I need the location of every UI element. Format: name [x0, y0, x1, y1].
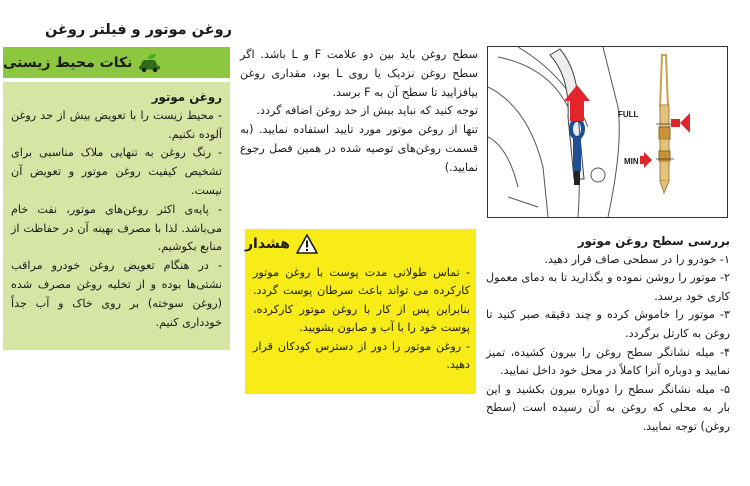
oil-level-paragraph: سطح روغن باید بین دو علامت F و L باشد. اگر سطح روغن نزدیک یا روی L بود، مقداری روغن بیافزایید تا سطح آن به F برسد.	[240, 48, 478, 99]
warning-triangle-icon	[296, 234, 318, 254]
oil-level-instructions	[240, 46, 478, 178]
oil-check-step: ۵- میله نشانگر سطح را دوباره بیرون بکشید و این بار به محلی که روغن به آن رسیده است (سطح روغن) توجه نمایید.	[486, 382, 730, 433]
environment-notes-header	[3, 47, 230, 78]
warning-header	[245, 229, 476, 258]
oil-level-paragraph: توجه کنید که نباید بیش از حد روغن اضافه گردد.	[256, 104, 478, 118]
min-mark-arrow-icon	[640, 152, 652, 168]
min-label: MIN	[624, 157, 639, 166]
oil-check-step: ۴- میله نشانگر سطح روغن را بیرون کشیده، تمیز نمایید و دوباره آنرا کاملاً در محل خود داخل نمایید.	[486, 345, 730, 378]
environment-notes-title: نکات محیط زیستی	[3, 54, 133, 71]
oil-check-steps	[486, 232, 730, 437]
environment-note: - در هنگام تعویض روغن خودرو مراقب نشتی‌ها بوده و از تخلیه روغن مصرف شده (روغن سوخته) بر روی خاک و آب جداً خودداری کنیم.	[11, 259, 222, 329]
oil-check-heading: بررسی سطح روغن موتور	[577, 234, 730, 248]
environment-notes-panel	[3, 82, 230, 350]
warning-title: هشدار	[245, 235, 290, 252]
oil-check-step: ۳- موتور را خاموش کرده و چند دقیقه صبر کنید تا روغن به کارتل برگردد.	[486, 308, 730, 340]
environment-notes-heading: روغن موتور	[151, 90, 222, 104]
environment-note: - پایه‌ی اکثر روغن‌های موتور، نفت خام می‌باشد. لذا با مصرف بهینه آن در حفاظت از منابع بکوشیم.	[11, 202, 222, 254]
oil-level-paragraph: تنها از روغن موتور مورد تایید استفاده نمایید. (به قسمت روغن‌های توصیه شده در همین فصل رجوع نمایید.)	[240, 123, 478, 174]
warning-item: - تماس طولانی مدت پوست با روغن موتور کارکرده می تواند باعث سرطان پوست گردد. بنابراین پس از کار با روغن موتور کارکرده، پوست خود را با آب و صابون بشویید.	[253, 266, 470, 335]
full-mark-arrow-icon	[671, 113, 690, 133]
warning-item: - روغن موتور را دور از دسترس کودکان قرار دهید.	[253, 339, 470, 372]
car-leaf-icon	[138, 53, 162, 73]
dipstick-illustration	[488, 47, 727, 217]
environment-note: - رنگ روغن به تنهایی ملاک مناسبی برای تشخیص کیفیت روغن موتور و تعویض آن نیست.	[11, 146, 222, 197]
warning-text	[253, 264, 470, 374]
oil-check-step: ۱- خودرو را در سطحی صاف قرار دهید.	[544, 252, 730, 266]
page-title: روغن موتور و فیلتر روغن	[44, 22, 232, 38]
oil-check-step: ۲- موتور را روشن نموده و بگذارید تا به دمای معمول کاری خود برسد.	[486, 271, 730, 303]
full-label: FULL	[618, 110, 639, 119]
dipstick-figure	[487, 46, 728, 218]
environment-note: - محیط زیست را با تعویض بیش از حد روغن آلوده نکنیم.	[11, 108, 222, 141]
